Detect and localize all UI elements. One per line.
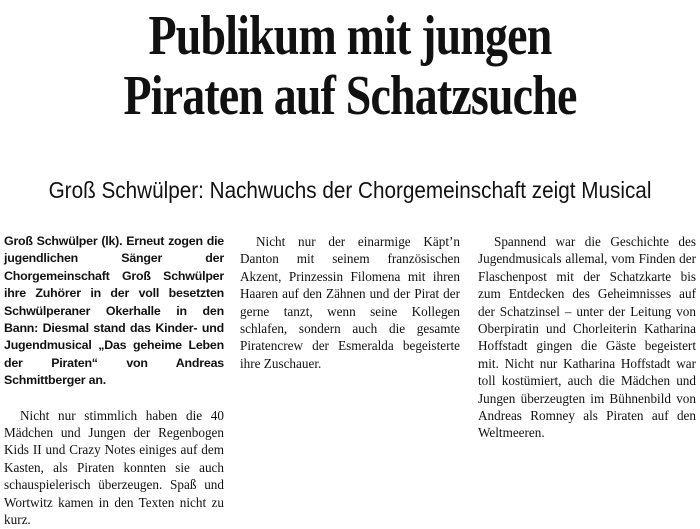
headline-line-2: Piraten auf Schatzsuche	[123, 65, 577, 127]
article-body	[4, 233, 696, 528]
article-column-3	[478, 233, 696, 491]
article-paragraph-3: Spannend war die Geschichte des Jugendmusicals allemal, vom Finden der Flaschenpost mit der Schatzkarte bis zum Entdecken des Geheimnisses auf der Schatzinsel – unter der Leitung von Oberpiratin und Chorleiterin Katharina Hoffstadt gingen die Gäste begeistert mit. Nicht nur Katharina Hoffstadt war toll kostümiert, auch die Mädchen und Jungen überzeugten im Bühnenbild von Andreas Romney als Piraten auf den Weltmeeren.	[478, 234, 696, 441]
article-column-1	[4, 233, 224, 528]
headline-line-1: Publikum mit jungen	[148, 5, 552, 67]
article-subheadline: Groß Schwülper: Nachwuchs der Chorgemeinschaft zeigt Musical	[48, 177, 652, 203]
article-paragraph-1: Nicht nur stimmlich haben die 40 Mädchen und Jungen der Regenbogen Kids II und Crazy Notes einiges auf dem Kasten, als Piraten konnten sie auch schauspielerisch überzeugen. Spaß und Wortwitz kamen in den Texten nicht zu kurz.	[4, 407, 224, 528]
article-lead: Groß Schwülper (lk). Erneut zogen die jugendlichen Sänger der Chorgemeinschaft Groß Schwülper ihre Zuhörer in der voll besetzten Schwülperaner Okerhalle in den Bann: Diesmal stand das Kinder- und Jugendmusical „Das geheime Leben der Piraten“ von Andreas Schmittberger an.	[4, 234, 224, 388]
article-paragraph-2: Nicht nur der einarmige Käpt’n Danton mit seinem französischen Akzent, Prinzessin Filomena mit ihren Haaren auf den Zähnen und der Pirat der gerne tanzt, wenn seine Kollegen schlafen, sondern auch die gesamte Piratencrew der Esmeralda begeisterte ihre Zuschauer.	[240, 234, 460, 371]
article-headline	[63, 6, 637, 126]
article-column-2	[240, 233, 460, 491]
